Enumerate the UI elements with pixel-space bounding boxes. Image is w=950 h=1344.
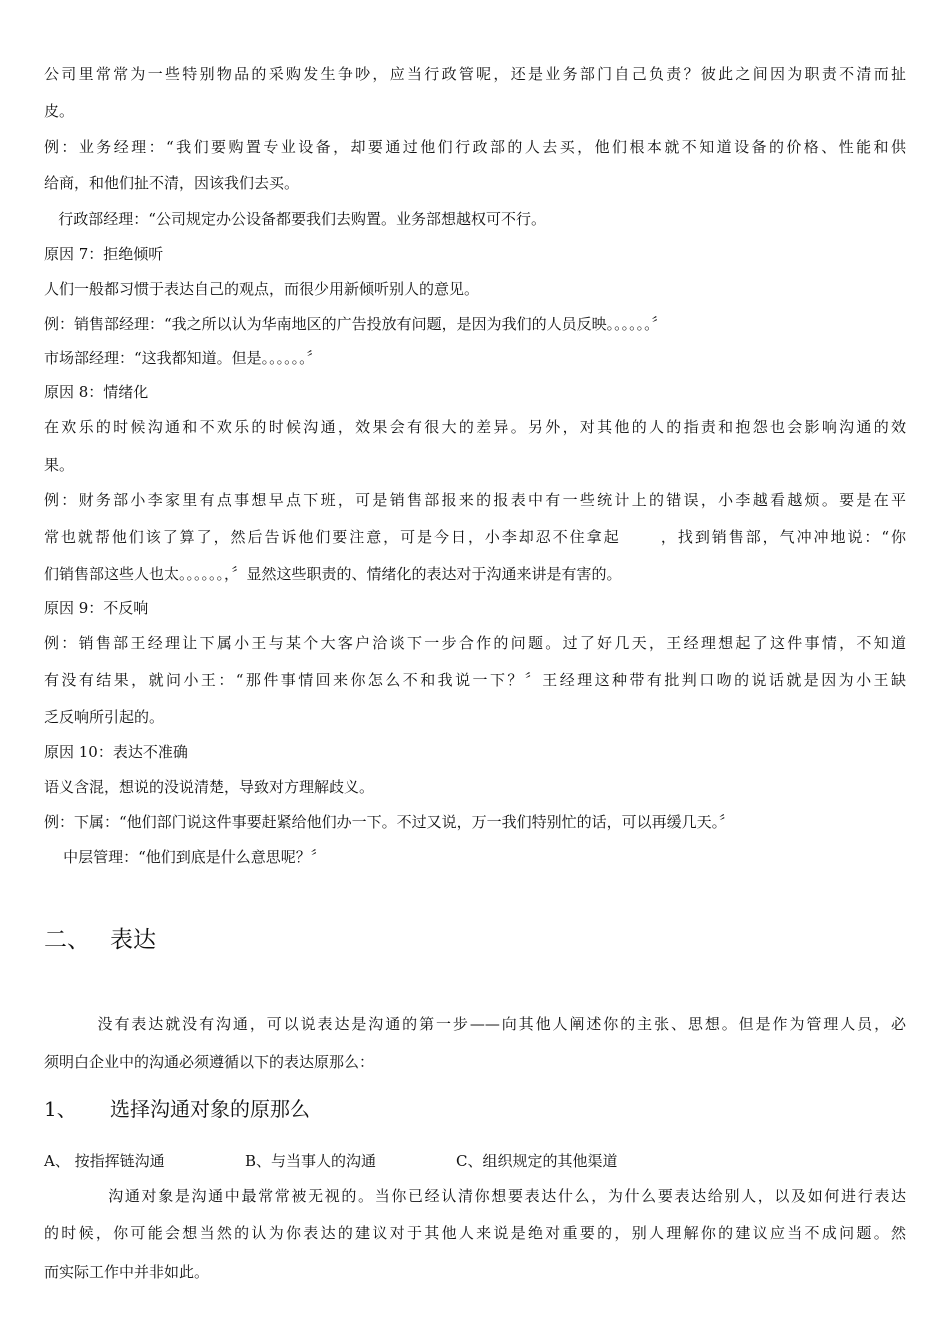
option-c: C、组织规定的其他渠道: [456, 1152, 618, 1170]
heading-reason-8: 原因 8：情绪化: [44, 383, 149, 401]
paragraph-line: 果。: [44, 456, 75, 474]
paragraph-line: 在欢乐的时候沟通和不欢乐的时候沟通，效果会有很大的差异。另外，对其他的人的指责和抱怨也会影响沟通的效: [44, 418, 906, 436]
heading-reason-10: 原因 10：表达不准确: [44, 743, 188, 761]
paragraph-line: 行政部经理：“公司规定办公设备都要我们去购置。业务部想越权可不行。: [44, 210, 546, 228]
paragraph-line: 人们一般都习惯于表达自己的观点，而很少用新倾听别人的意见。: [44, 280, 480, 298]
paragraph-line: 例：业务经理：“我们要购置专业设备，却要通过他们行政部的人去买，他们根本就不知道设备的价格、性能和供: [44, 138, 906, 156]
subsection-heading: [44, 1096, 310, 1122]
option-a: A、 按指挥链沟通: [44, 1152, 165, 1170]
paragraph-line: 有没有结果，就问小王：“那件事情回来你怎么不和我说一下？〞王经理这种带有批判口吻的说话就是因为小王缺: [44, 671, 906, 689]
section-title: 表达: [110, 927, 156, 953]
paragraph-line: 市场部经理：“这我都知道。但是。。。。。。〞: [44, 349, 322, 367]
intro-line: 须明白企业中的沟通必须遵循以下的表达原那么：: [44, 1053, 375, 1071]
closing-line: 而实际工作中并非如此。: [44, 1263, 210, 1281]
paragraph-line: 例：下属：“他们部门说这件事要赶紧给他们办一下。不过又说，万一我们特别忙的话，可以再缓几天。〞: [44, 813, 735, 831]
paragraph-line: 中层管理：“他们到底是什么意思呢？〞: [44, 848, 326, 866]
closing-line: 沟通对象是沟通中最常常被无视的。当你已经认清你想要表达什么，为什么要表达给别人，以及如何进行表达: [44, 1187, 906, 1205]
paragraph-line: 们销售部这些人也太。。。。。。，〞显然这些职责的、情绪化的表达对于沟通来讲是有害的。: [44, 565, 622, 583]
closing-line: 的时候，你可能会想当然的认为你表达的建议对于其他人来说是绝对重要的，别人理解你的建议应当不成问题。然: [44, 1224, 906, 1242]
subsection-number: 1、: [44, 1097, 77, 1121]
paragraph-line: 乏反响所引起的。: [44, 708, 165, 726]
paragraph-line: 皮。: [44, 102, 75, 120]
section-heading: [44, 925, 156, 955]
section-number: 二、: [44, 927, 90, 953]
intro-line: 没有表达就没有沟通，可以说表达是沟通的第一步——向其他人阐述你的主张、思想。但是作为管理人员，必: [44, 1015, 906, 1033]
subsection-title: 选择沟通对象的原那么: [110, 1097, 310, 1121]
paragraph-line: 给商，和他们扯不清，因该我们去买。: [44, 174, 300, 192]
paragraph-line: 公司里常常为一些特别物品的采购发生争吵，应当行政管呢，还是业务部门自己负责？彼此之间因为职责不清而扯: [44, 65, 906, 83]
paragraph-line: 例：销售部王经理让下属小王与某个大客户洽谈下一步合作的问题。过了好几天，王经理想起了这件事情，不知道: [44, 634, 906, 652]
paragraph-line: 例：财务部小李家里有点事想早点下班，可是销售部报来的报表中有一些统计上的错误，小李越看越烦。要是在平: [44, 491, 906, 509]
paragraph-line: 语义含混，想说的没说清楚，导致对方理解歧义。: [44, 778, 375, 796]
option-b: B、与当事人的沟通: [245, 1152, 377, 1170]
paragraph-line: 常也就帮他们该了算了，然后告诉他们要注意，可是今日，小李却忍不住拿起 ，找到销售部，气冲冲地说：“你: [44, 528, 906, 546]
heading-reason-7: 原因 7：拒绝倾听: [44, 245, 164, 263]
heading-reason-9: 原因 9：不反响: [44, 599, 149, 617]
paragraph-line: 例：销售部经理：“我之所以认为华南地区的广告投放有问题，是因为我们的人员反映。。。。。。〞: [44, 315, 667, 333]
